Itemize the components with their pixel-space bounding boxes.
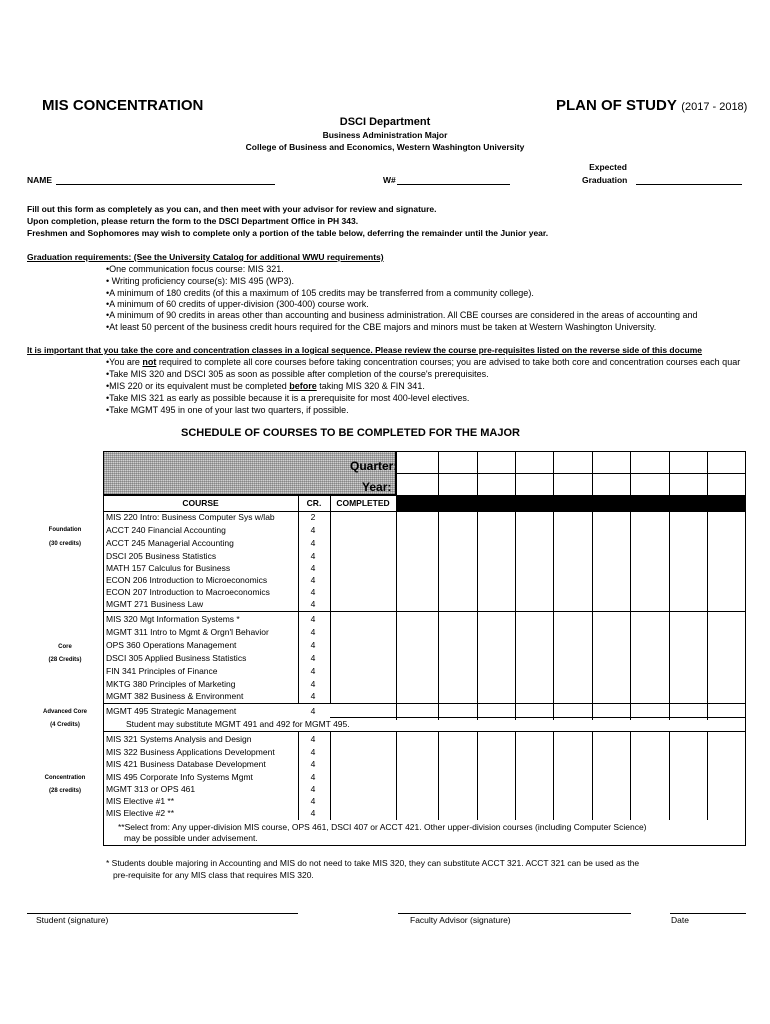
select-note: **Select from: Any upper-division MIS course, OPS 461, DSCI 407 or ACCT 421. Other upper-division courses (including Computer Science)	[118, 822, 647, 832]
quarter-column-divider	[515, 731, 516, 820]
course-name: MIS 321 Systems Analysis and Design	[106, 734, 252, 744]
quarter-column-divider	[669, 451, 670, 720]
w-number-label: W#	[383, 175, 396, 185]
name-label: NAME	[27, 175, 53, 185]
requirement-item: • A minimum of 180 credits (of this a maximum of 105 credits may be transferred from a community college).	[106, 288, 534, 298]
course-credits: 4	[310, 627, 316, 637]
course-credits: 4	[310, 747, 316, 757]
course-name: MGMT 382 Business & Environment	[106, 691, 244, 701]
instruction-line: Fill out this form as completely as you can, and then meet with your advisor for review and signature.	[27, 204, 437, 214]
concentration-credits: (28 credits)	[48, 788, 81, 794]
course-credits: 4	[310, 784, 316, 794]
core-credits: (28 Credits)	[48, 657, 82, 663]
expected-label: Expected	[589, 162, 627, 172]
course-name: MIS 320 Mgt Information Systems *	[106, 614, 240, 624]
course-credits: 4	[310, 563, 316, 573]
advanced-core-label: Advanced Core	[42, 709, 87, 715]
major-name: Business Administration Major	[322, 130, 448, 140]
sequence-item: • MIS 220 or its equivalent must be completed before taking MIS 320 & FIN 341.	[106, 381, 425, 391]
quarter-column-divider	[477, 731, 478, 820]
sequence-item: • Take MGMT 495 in one of your last two quarters, if possible.	[106, 405, 349, 415]
quarter-column-divider	[477, 451, 478, 720]
requirement-item: • A minimum of 60 credits of upper-division (300-400) course work.	[106, 299, 369, 309]
requirement-item: • One communication focus course: MIS 321.	[106, 264, 284, 274]
plan-of-study-label: PLAN OF STUDY	[556, 97, 677, 114]
sequence-heading: It is important that you take the core and concentration classes in a logical sequence. Please review the course pre-requisites listed on the reverse side of this docume	[27, 345, 703, 355]
department-name: DSCI Department	[339, 116, 431, 128]
course-name: MIS 322 Business Applications Development	[106, 747, 275, 757]
select-note: may be possible under advisement.	[124, 833, 258, 843]
course-credits: 4	[310, 706, 316, 716]
requirement-item: • Writing proficiency course(s): MIS 495 (WP3).	[106, 276, 294, 286]
course-credits: 4	[310, 691, 316, 701]
credit-column-header: CR.	[306, 498, 322, 508]
sequence-item: • Take MIS 321 as early as possible because it is a prerequisite for most 400-level electives.	[106, 393, 469, 403]
concentration-label: Concentration	[44, 775, 86, 781]
graduation-field[interactable]	[636, 184, 742, 185]
advisor-signature-line[interactable]	[398, 913, 631, 914]
plan-year: (2017 - 2018)	[681, 101, 748, 113]
instruction-line: Upon completion, please return the form to the DSCI Department Office in PH 343.	[27, 216, 359, 226]
quarter-column-divider	[553, 731, 554, 820]
course-name: MGMT 311 Intro to Mgmt & Orgn'l Behavior	[106, 627, 269, 637]
schedule-title: SCHEDULE OF COURSES TO BE COMPLETED FOR THE MAJOR	[181, 427, 520, 439]
instruction-line: Freshmen and Sophomores may wish to complete only a portion of the table below, deferring the remainder until the Junior year.	[27, 228, 549, 238]
graduation-requirements-heading: Graduation requirements: (See the University Catalog for additional WWU requirements)	[27, 252, 384, 262]
course-column-header: COURSE	[182, 498, 219, 508]
sequence-item: • You are not required to complete all core courses before taking concentration courses; you are advised to take both core and concentration courses each quar	[106, 357, 740, 367]
course-credits: 4	[310, 734, 316, 744]
course-name: MIS 220 Intro: Business Computer Sys w/lab	[106, 512, 275, 522]
quarter-column-divider	[630, 731, 631, 820]
graduation-label: Graduation	[582, 175, 628, 185]
core-label: Core	[58, 644, 72, 650]
course-credits: 2	[310, 512, 316, 522]
completed-column-header: COMPLETED	[336, 498, 390, 508]
quarter-column-divider	[438, 731, 439, 820]
course-name: MGMT 313 or OPS 461	[106, 784, 196, 794]
quarter-column-divider	[438, 451, 439, 720]
course-credits: 4	[310, 796, 316, 806]
course-credits: 4	[310, 679, 316, 689]
footnote-line: pre-requisite for any MIS class that requires MIS 320.	[113, 870, 314, 880]
date-label: Date	[671, 915, 689, 925]
course-credits: 4	[310, 551, 316, 561]
course-name: MIS Elective #1 **	[106, 796, 175, 806]
requirement-item: • A minimum of 90 credits in areas other than accounting and business administration. All CBE courses are considered in the areas of accounting and	[106, 310, 698, 320]
course-credits: 4	[310, 614, 316, 624]
w-number-field[interactable]	[397, 184, 510, 185]
course-name: FIN 341 Principles of Finance	[106, 666, 218, 676]
course-name: MGMT 271 Business Law	[106, 599, 204, 609]
course-name: ACCT 245 Managerial Accounting	[106, 538, 234, 548]
foundation-label: Foundation	[48, 527, 82, 533]
course-credits: 4	[310, 538, 316, 548]
foundation-credits: (30 credits)	[48, 541, 81, 547]
course-credits: 4	[310, 808, 316, 818]
course-credits: 4	[310, 666, 316, 676]
quarter-year-header	[103, 451, 396, 495]
college-name: College of Business and Economics, Western Washington University	[245, 142, 525, 152]
course-credits: 4	[310, 525, 316, 535]
course-name: ECON 207 Introduction to Macroeconomics	[106, 587, 270, 597]
course-name: ECON 206 Introduction to Microeconomics	[106, 575, 268, 585]
plan-title	[556, 97, 747, 115]
footnote-line: * Students double majoring in Accounting and MIS do not need to take MIS 320, they can substitute ACCT 321. ACCT 321 can be used as the	[106, 858, 640, 868]
course-credits: 4	[310, 575, 316, 585]
quarter-column-divider	[669, 731, 670, 820]
course-name: MIS Elective #2 **	[106, 808, 175, 818]
header-bar	[396, 495, 746, 511]
course-name: MGMT 495 Strategic Management	[106, 706, 237, 716]
course-name: MIS 495 Corporate Info Systems Mgmt	[106, 772, 253, 782]
course-credits: 4	[310, 653, 316, 663]
student-signature-line[interactable]	[27, 913, 298, 914]
quarter-column-divider	[630, 451, 631, 720]
student-signature-label: Student (signature)	[36, 915, 109, 925]
date-line[interactable]	[670, 913, 746, 914]
course-name: DSCI 205 Business Statistics	[106, 551, 217, 561]
course-name: MATH 157 Calculus for Business	[106, 563, 231, 573]
quarter-column-divider	[707, 731, 708, 820]
sequence-item: • Take MIS 320 and DSCI 305 as soon as possible after completion of the course's prerequisites.	[106, 369, 489, 379]
course-name: ACCT 240 Financial Accounting	[106, 525, 226, 535]
year-label: Year:	[362, 480, 392, 494]
course-credits: 4	[310, 587, 316, 597]
name-field[interactable]	[56, 184, 275, 185]
quarter-column-divider	[707, 451, 708, 720]
quarter-column-divider	[553, 451, 554, 720]
course-name: OPS 360 Operations Management	[106, 640, 237, 650]
course-credits: 4	[310, 640, 316, 650]
quarter-column-divider	[515, 451, 516, 720]
course-name: DSCI 305 Applied Business Statistics	[106, 653, 247, 663]
quarter-column-divider	[592, 731, 593, 820]
quarter-label: Quarter:	[350, 459, 398, 473]
requirement-item: • At least 50 percent of the business credit hours required for the CBE majors and minors must be taken at Western Washington University.	[106, 322, 656, 332]
course-credits: 4	[310, 772, 316, 782]
advisor-signature-label: Faculty Advisor (signature)	[410, 915, 511, 925]
course-credits: 4	[310, 759, 316, 769]
concentration-title: MIS CONCENTRATION	[42, 97, 204, 114]
advanced-note: Student may substitute MGMT 491 and 492 for MGMT 495.	[126, 719, 350, 729]
quarter-column-divider	[592, 451, 593, 720]
course-credits: 4	[310, 599, 316, 609]
advanced-core-credits: (4 Credits)	[50, 722, 80, 728]
course-name: MIS 421 Business Database Development	[106, 759, 266, 769]
course-name: MKTG 380 Principles of Marketing	[106, 679, 236, 689]
